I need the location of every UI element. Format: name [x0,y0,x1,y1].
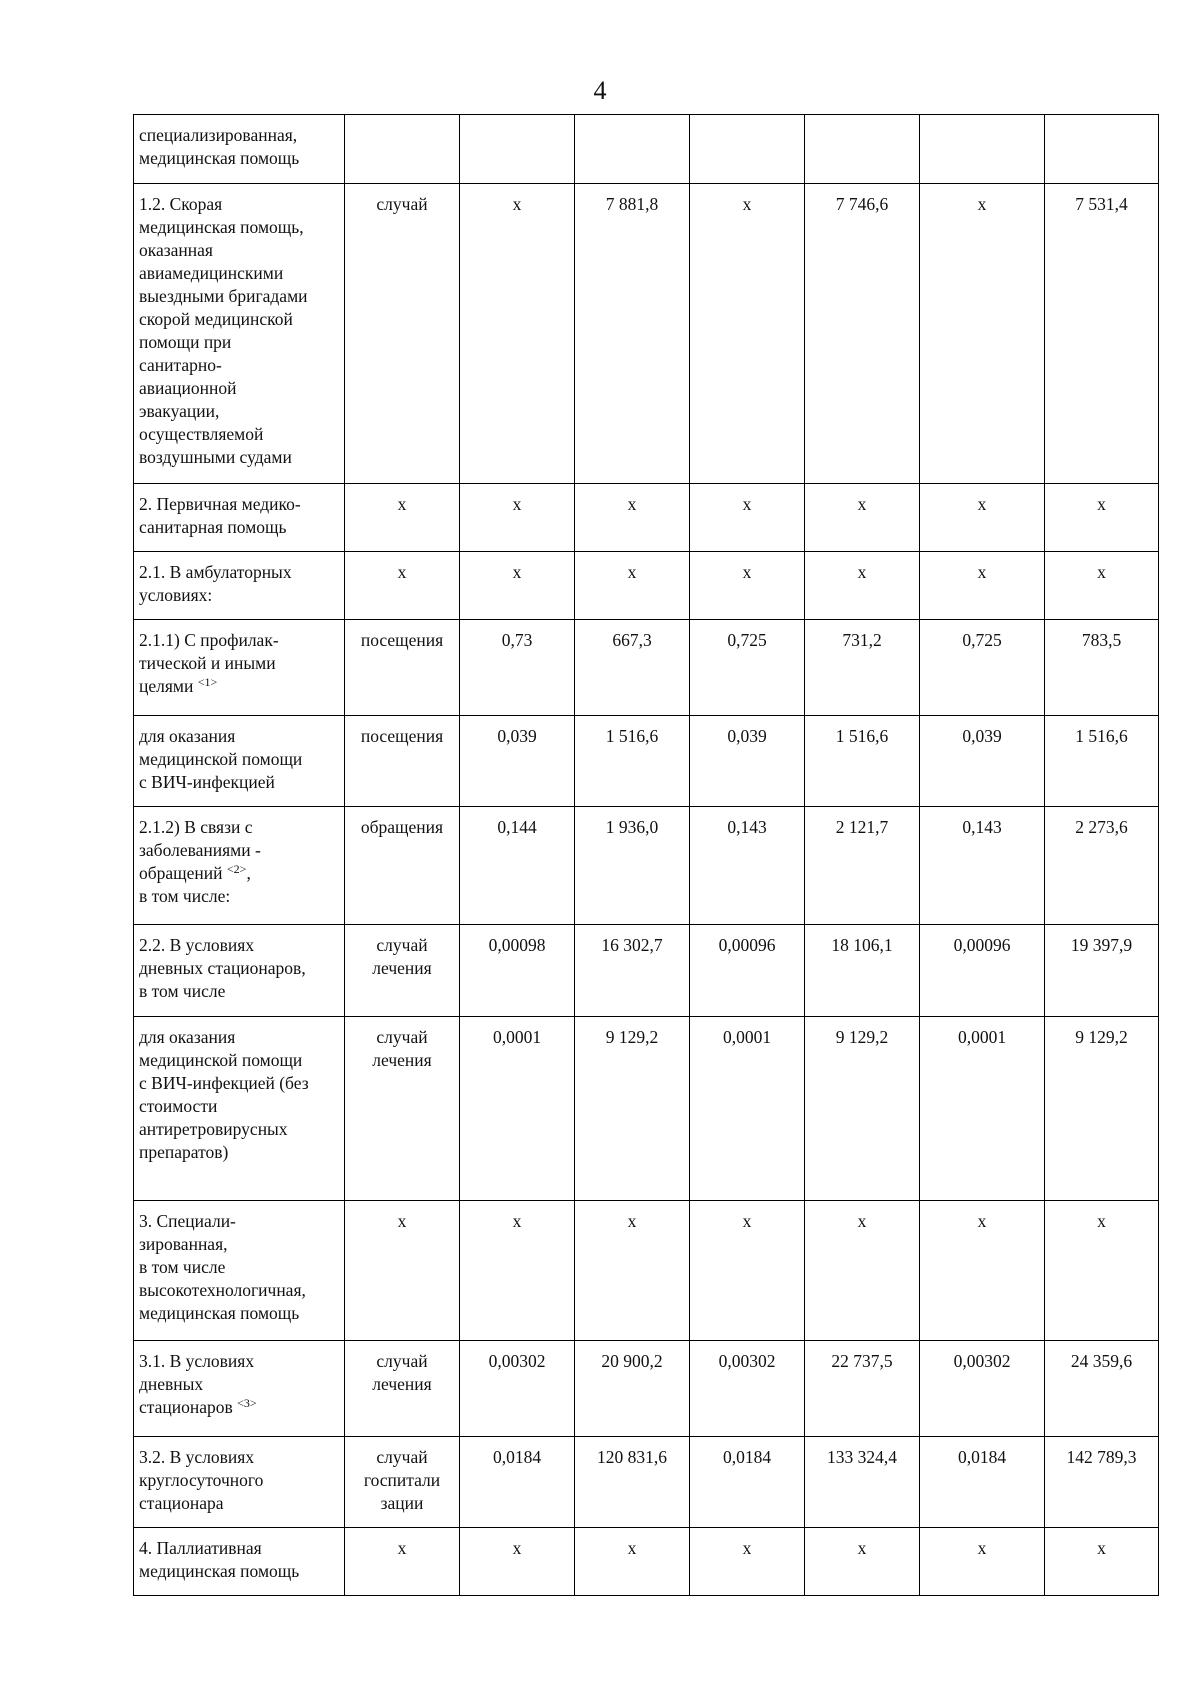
row-name-line [139,816,340,839]
row-name-line [139,1256,340,1279]
row-unit-cell [345,552,460,620]
row-name-line [139,308,340,331]
row-name-line [139,1350,340,1373]
row-name-cell [134,925,345,1017]
row-name-line [139,934,340,957]
row-name-line [139,423,340,446]
row-unit-line: лечения [372,1050,432,1070]
row-value-cell: х [1045,1528,1159,1596]
row-value-cell: 0,00096 [690,925,805,1017]
row-value-cell: 9 129,2 [575,1017,690,1201]
table-row [134,1017,1159,1201]
row-value-cell: 16 302,7 [575,925,690,1017]
row-name-cell [134,1437,345,1528]
row-value-cell: х [460,1201,575,1341]
row-name-line [139,147,340,170]
row-value-cell [460,115,575,184]
row-value-cell: 0,0184 [920,1437,1045,1528]
row-unit-line: госпитали [363,1470,441,1490]
row-name-line [139,1302,340,1325]
row-name-text: авиационной [139,378,237,398]
row-value-cell: х [920,1201,1045,1341]
footnote-ref: <2> [226,862,247,876]
row-name-text: в том числе: [139,886,231,906]
row-name-text: для оказания [139,1027,236,1047]
row-name-text: 2.1.1) С профилак- [139,630,279,650]
row-value-cell [1045,115,1159,184]
row-name-line [139,1537,340,1560]
row-value-cell: 7 746,6 [805,184,920,484]
row-name-text: дневных [139,1374,204,1394]
row-unit-line: лечения [372,958,432,978]
row-name-line [139,862,340,885]
row-value-cell: х [690,552,805,620]
row-name-text: авиамедицинскими [139,263,284,283]
row-value-cell: х [690,1201,805,1341]
row-name-line [139,1396,340,1419]
row-name-line [139,584,340,607]
row-value-cell: 18 106,1 [805,925,920,1017]
row-value-cell: х [460,484,575,552]
row-name-line [139,1210,340,1233]
row-value-cell [920,115,1045,184]
footnote-suffix: , [246,863,251,883]
row-value-cell [690,115,805,184]
row-name-line [139,377,340,400]
row-name-text: для оказания [139,726,236,746]
row-value-cell [575,115,690,184]
row-name-cell [134,807,345,925]
row-value-cell [805,115,920,184]
table-row [134,115,1159,184]
row-value-cell: х [690,484,805,552]
row-value-cell: 783,5 [1045,620,1159,716]
row-name-line [139,629,340,652]
row-name-text: медицинская помощь [139,148,300,168]
row-name-text: тической и иными [139,653,276,673]
row-name-line [139,748,340,771]
row-unit-cell [345,484,460,552]
row-value-cell: 667,3 [575,620,690,716]
row-name-line [139,1492,340,1515]
row-value-cell: 0,0001 [690,1017,805,1201]
row-value-cell: 2 273,6 [1045,807,1159,925]
row-value-cell: х [920,552,1045,620]
row-value-cell: 0,725 [690,620,805,716]
row-value-cell: х [805,1201,920,1341]
row-name-line [139,285,340,308]
row-name-text: зированная, [139,1234,228,1254]
table-row [134,184,1159,484]
row-name-text: стационара [139,1493,224,1513]
row-name-text: 2.1. В амбулаторных [139,562,292,582]
row-name-line [139,262,340,285]
row-value-cell: х [805,484,920,552]
row-value-cell: 0,039 [460,716,575,807]
row-name-text: препаратов) [139,1142,229,1162]
row-value-cell: 0,725 [920,620,1045,716]
row-unit-cell [345,1341,460,1437]
row-value-cell: 731,2 [805,620,920,716]
row-value-cell: 22 737,5 [805,1341,920,1437]
row-value-cell: 0,00096 [920,925,1045,1017]
row-name-line [139,1233,340,1256]
row-value-cell: х [1045,552,1159,620]
row-value-cell: 0,143 [920,807,1045,925]
row-value-cell: 19 397,9 [1045,925,1159,1017]
row-value-cell: х [575,1201,690,1341]
row-name-line [139,980,340,1003]
row-name-text: 2.1.2) В связи с [139,817,253,837]
row-value-cell: х [575,552,690,620]
row-name-line [139,1049,340,1072]
row-name-text: 1.2. Скорая [139,194,223,214]
row-value-cell: х [1045,1201,1159,1341]
row-value-cell: 24 359,6 [1045,1341,1159,1437]
row-value-cell: 0,00098 [460,925,575,1017]
row-unit-cell [345,807,460,925]
row-name-line [139,1373,340,1396]
table-row [134,620,1159,716]
row-name-line [139,957,340,980]
row-value-cell: 142 789,3 [1045,1437,1159,1528]
row-unit-line: х [397,562,407,582]
row-name-text: эвакуации, [139,401,220,421]
row-value-cell: 2 121,7 [805,807,920,925]
row-unit-cell [345,1017,460,1201]
row-value-cell: х [920,1528,1045,1596]
row-name-line [139,124,340,147]
row-name-line [139,561,340,584]
row-name-text: целями [139,676,194,696]
row-name-text: стоимости [139,1096,218,1116]
row-unit-cell [345,620,460,716]
row-name-text: 2. Первичная медико- [139,494,301,514]
row-value-cell: х [690,184,805,484]
row-name-text: 3.2. В условиях [139,1447,255,1467]
row-unit-line: обращения [360,817,444,837]
row-unit-cell [345,1437,460,1528]
row-value-cell: 0,0184 [460,1437,575,1528]
table-row [134,552,1159,620]
row-value-cell: 1 516,6 [575,716,690,807]
row-value-cell: 1 516,6 [1045,716,1159,807]
row-name-text: с ВИЧ-инфекцией (без [139,1073,309,1093]
row-name-text: выездными бригадами [139,286,308,306]
row-name-cell [134,552,345,620]
row-name-text: 2.2. В условиях [139,935,255,955]
norms-table [133,114,1159,1596]
row-unit-line: случай [376,1351,428,1371]
row-name-line [139,1469,340,1492]
row-name-cell [134,1201,345,1341]
row-value-cell: 133 324,4 [805,1437,920,1528]
row-value-cell: 1 936,0 [575,807,690,925]
row-name-line [139,331,340,354]
row-name-line [139,1279,340,1302]
row-name-cell [134,115,345,184]
row-name-text: медицинская помощь [139,1303,300,1323]
row-value-cell: 0,0184 [690,1437,805,1528]
row-unit-cell [345,184,460,484]
row-value-cell: 1 516,6 [805,716,920,807]
row-name-text: помощи при [139,332,232,352]
row-name-line [139,216,340,239]
row-unit-cell [345,925,460,1017]
row-name-line [139,354,340,377]
row-unit-line: х [397,494,407,514]
row-name-text: высокотехнологичная, [139,1280,306,1300]
row-value-cell: х [805,552,920,620]
row-value-cell: 0,00302 [920,1341,1045,1437]
row-name-text: в том числе [139,981,226,1001]
row-name-line [139,1095,340,1118]
row-name-line [139,493,340,516]
row-name-line [139,239,340,262]
row-value-cell: х [460,552,575,620]
row-value-cell: 0,00302 [460,1341,575,1437]
row-name-line [139,1118,340,1141]
row-name-line [139,400,340,423]
row-name-line [139,446,340,469]
row-name-cell [134,716,345,807]
row-name-line [139,1072,340,1095]
row-name-cell [134,620,345,716]
row-name-text: санитарная помощь [139,517,287,537]
row-name-text: 4. Паллиативная [139,1538,262,1558]
table-row [134,1341,1159,1437]
row-name-line [139,516,340,539]
row-value-cell: х [1045,484,1159,552]
row-unit-line: зации [380,1493,424,1513]
footnote-ref: <1> [197,675,218,689]
row-name-text: заболеваниями - [139,840,261,860]
row-name-text: круглосуточного [139,1470,264,1490]
row-name-text: стационаров [139,1397,233,1417]
row-unit-cell [345,115,460,184]
table-row [134,925,1159,1017]
row-value-cell: 0,00302 [690,1341,805,1437]
row-name-text: дневных стационаров, [139,958,306,978]
row-name-text: антиретровирусных [139,1119,288,1139]
row-value-cell: х [460,1528,575,1596]
row-value-cell: 0,039 [920,716,1045,807]
table-row [134,1528,1159,1596]
row-unit-line: лечения [372,1374,432,1394]
row-name-text: 3.1. В условиях [139,1351,255,1371]
row-name-line [139,885,340,908]
row-unit-line: х [397,1538,407,1558]
row-name-line [139,193,340,216]
row-name-text: в том числе [139,1257,226,1277]
row-value-cell: 0,73 [460,620,575,716]
row-value-cell: 0,0001 [920,1017,1045,1201]
row-name-line [139,1026,340,1049]
row-name-line [139,725,340,748]
row-unit-line: случай [376,935,428,955]
page-number: 4 [593,76,607,105]
row-value-cell: 0,0001 [460,1017,575,1201]
row-name-cell [134,1528,345,1596]
row-unit-cell [345,716,460,807]
row-unit-line: случай [376,1027,428,1047]
table-row [134,807,1159,925]
row-name-cell [134,1341,345,1437]
row-value-cell: х [920,484,1045,552]
footnote-ref: <3> [237,1396,257,1410]
row-name-text: воздушными судами [139,447,292,467]
row-value-cell: х [575,1528,690,1596]
row-name-text: медицинская помощь [139,1561,300,1581]
row-name-text: медицинской помощи [139,1050,303,1070]
row-name-text: оказанная [139,240,213,260]
row-name-cell [134,1017,345,1201]
row-value-cell: 0,144 [460,807,575,925]
row-unit-line: посещения [360,726,444,746]
row-value-cell: х [805,1528,920,1596]
row-value-cell: х [575,484,690,552]
row-name-text: медицинская помощь, [139,217,304,237]
row-name-text: скорой медицинской [139,309,293,329]
row-value-cell: 20 900,2 [575,1341,690,1437]
table-row [134,1201,1159,1341]
row-name-line [139,771,340,794]
table-body [134,115,1159,1596]
table-row [134,484,1159,552]
row-value-cell: 120 831,6 [575,1437,690,1528]
row-name-text: санитарно- [139,355,222,375]
row-name-line [139,839,340,862]
row-unit-cell [345,1528,460,1596]
table-row [134,1437,1159,1528]
table-row [134,716,1159,807]
row-name-text: специализированная, [139,125,298,145]
row-name-text: 3. Специали- [139,1211,236,1231]
row-value-cell: 0,143 [690,807,805,925]
row-name-cell [134,184,345,484]
row-value-cell: 7 531,4 [1045,184,1159,484]
row-unit-line: случай [376,194,428,214]
row-name-cell [134,484,345,552]
row-value-cell: 0,039 [690,716,805,807]
row-value-cell: х [920,184,1045,484]
row-value-cell: 7 881,8 [575,184,690,484]
row-value-cell: х [690,1528,805,1596]
row-name-text: обращений [139,863,223,883]
row-name-text: осуществляемой [139,424,264,444]
row-name-text: с ВИЧ-инфекцией [139,772,275,792]
row-name-line [139,1141,340,1164]
row-unit-line: посещения [360,630,444,650]
row-name-line [139,1446,340,1469]
row-name-line [139,675,340,698]
row-value-cell: 9 129,2 [805,1017,920,1201]
row-name-line [139,652,340,675]
row-name-text: медицинской помощи [139,749,303,769]
row-unit-line: случай [376,1447,428,1467]
row-unit-line: х [397,1211,407,1231]
row-value-cell: х [460,184,575,484]
row-name-text: условиях: [139,585,213,605]
row-name-line [139,1560,340,1583]
row-unit-cell [345,1201,460,1341]
row-value-cell: 9 129,2 [1045,1017,1159,1201]
